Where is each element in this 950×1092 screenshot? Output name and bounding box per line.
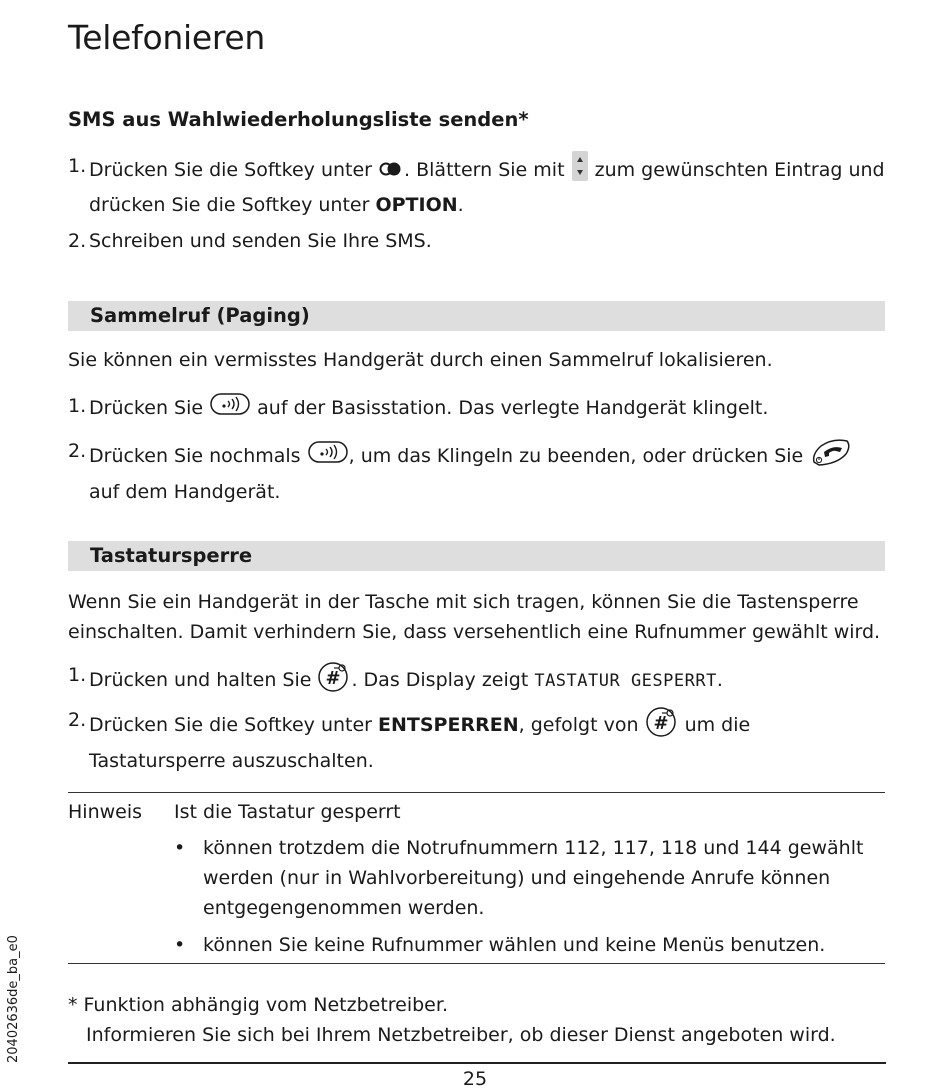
bullet-marker: • [174, 837, 186, 859]
footnote-line-2: Informieren Sie sich bei Ihrem Netzbetreiber, ob dieser Dienst angeboten wird. [86, 1024, 836, 1046]
footnote-line-1: * Funktion abhängig vom Netzbetreiber. [68, 994, 448, 1016]
keylock-step-2 [68, 705, 888, 776]
bullet-text: können trotzdem die Notrufnummern 112, 117, 118 und 144 gewählt werden (nur in Wahlvorbereitung) und eingehende Anrufe können entgegengenommen werden. [203, 837, 864, 919]
hash-lock-key-icon [645, 705, 679, 746]
note-top-rule [68, 792, 885, 793]
call-list-icon [378, 156, 404, 186]
step-text: Schreiben und senden Sie Ihre SMS. [89, 230, 432, 252]
note-bullet [174, 930, 874, 960]
step-number: 1. [68, 395, 87, 417]
step-number: 2. [68, 230, 87, 252]
paging-button-icon [307, 439, 349, 474]
page-title: Telefonieren [68, 18, 265, 57]
step-text: Drücken Sie die Softkey unter . Blättern Sie mit zum gewünschten Eintrag und drücken Sie die Softkey unter OPTION. [68, 151, 888, 220]
step-text: Drücken Sie auf der Basisstation. Das verlegte Handgerät klingelt. [68, 391, 888, 426]
display-text: TASTATUR GESPERRT [534, 671, 717, 691]
keylock-intro: Wenn Sie ein Handgerät in der Tasche mit sich tragen, können Sie die Tastensperre einschalten. Damit verhindern Sie, dass versehentlich eine Rufnummer gewählt wird. [68, 591, 881, 643]
note-label: Hinweis [68, 801, 143, 823]
page-number: 25 [462, 1068, 488, 1090]
keylock-section-heading: Tastatursperre [68, 541, 885, 571]
note-bullet [174, 833, 874, 923]
hash-lock-key-icon [317, 660, 351, 701]
footer-rule [68, 1062, 886, 1064]
step-number: 2. [68, 440, 87, 462]
note-bottom-rule [68, 963, 885, 964]
step-number: 1. [68, 664, 87, 686]
step-text: Drücken Sie die Softkey unter ENTSPERREN, gefolgt von # um die Tastatursperre auszuschalten. [68, 705, 888, 776]
sms-step-1 [68, 151, 888, 220]
step-number: 2. [68, 709, 87, 731]
bullet-text: können Sie keine Rufnummer wählen und keine Menüs benutzen. [203, 934, 826, 956]
keylock-step-1 [68, 660, 888, 701]
paging-section-heading: Sammelruf (Paging) [68, 301, 885, 331]
paging-step-1 [68, 391, 888, 426]
step-text: Drücken Sie nochmals , um das Klingeln zu beenden, oder drücken Sie auf dem Handgerät. [68, 436, 888, 507]
step-number: 1. [68, 155, 87, 177]
svg-text:#: # [325, 668, 342, 689]
document-code: 20402636de_ba_e0 [6, 935, 21, 1063]
step-text: Drücken und halten Sie # . Das Display zeigt TASTATUR GESPERRT. [68, 660, 888, 701]
sms-section-heading: SMS aus Wahlwiederholungsliste senden* [68, 108, 529, 131]
sms-step-2 [68, 226, 888, 256]
scroll-key-icon [571, 151, 589, 190]
paging-step-2 [68, 436, 888, 507]
note-intro: Ist die Tastatur gesperrt [174, 801, 401, 823]
paging-button-icon [209, 391, 251, 426]
svg-text:#: # [652, 713, 669, 734]
paging-intro: Sie können ein vermisstes Handgerät durch einen Sammelruf lokalisieren. [68, 349, 773, 371]
bullet-marker: • [174, 934, 186, 956]
end-call-key-icon [809, 436, 853, 477]
